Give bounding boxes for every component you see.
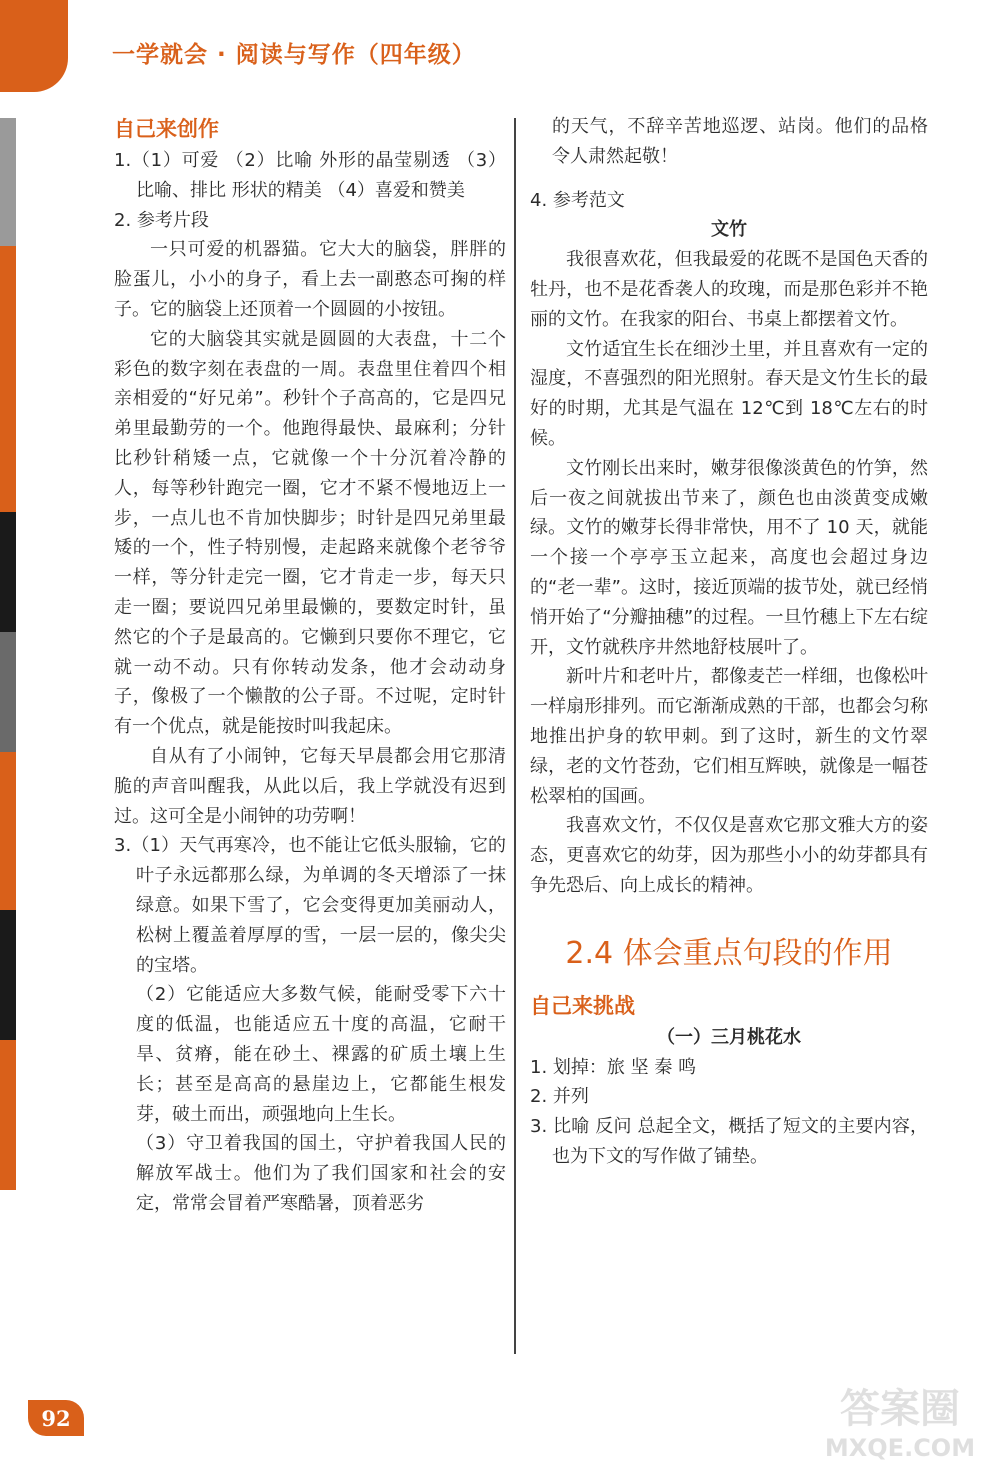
section-title: 自己来挑战 bbox=[530, 993, 635, 1018]
paragraph: 它的大脑袋其实就是圆圆的大表盘，十二个彩色的数字刻在表盘的一周。表盘里住着四个相亲相爱的“好兄弟”。秒针个子高高的，它是四兄弟里最勤劳的一个。他跑得最快、最麻利；分针比秒针稍矮一点，它就像一个十分沉着冷静的人，每等秒针跑完一圈，它才不紧不慢地迈上一步，一点儿也不肯加快脚步；时针是四兄弟里最矮的一个，性子特别慢，走起路来就像个老爷爷一样，等分针走完一圈，它才肯走一步，每天只走一圈；要说四兄弟里最懒的，要数定时针，虽然它的个子是最高的。它懒到只要你不理它，它就一动不动。只有你转动发条，他才会动动身子，像极了一个懒散的公子哥。不过呢，定时针有一个优点，就是能按时叫我起床。 bbox=[114, 328, 506, 738]
answer-3-3: （3）守卫着我国的国土，守护着我国人民的解放军战士。他们为了我们国家和社会的安定，常常会冒着严寒酷暑，顶着恶劣 bbox=[136, 1133, 506, 1214]
edge-bar bbox=[0, 246, 16, 512]
answer-4-label: 4. 参考范文 bbox=[530, 189, 625, 211]
essay-paragraph: 我喜欢文竹，不仅仅是喜欢它那文雅大方的姿态，更喜欢它的幼芽，因为那些小小的幼芽都具有争先恐后、向上成长的精神。 bbox=[530, 815, 928, 896]
essay-paragraph: 我很喜欢花，但我最爱的花既不是国色天香的牡丹，也不是花香袭人的玫瑰，而是那色彩并不艳丽的文竹。在我家的阳台、书桌上都摆着文竹。 bbox=[530, 249, 928, 330]
left-column bbox=[114, 112, 506, 1219]
right-column bbox=[530, 112, 928, 1172]
answer-3-2: （2）它能适应大多数气候，能耐受零下六十度的低温，也能适应五十度的高温，它耐干旱、贫瘠，能在砂土、裸露的矿质土壤上生长；甚至是高高的悬崖边上，它都能生根发芽，破土而出，顽强地向上生长。 bbox=[136, 984, 506, 1125]
essay-title: 文竹 bbox=[711, 219, 747, 241]
essay-paragraph: 文竹适宜生长在细沙土里，并且喜欢有一定的湿度，不喜强烈的阳光照射。春天是文竹生长的最好的时期，尤其是气温在 12℃到 18℃左右的时候。 bbox=[530, 338, 928, 449]
essay-paragraph: 新叶片和老叶片，都像麦芒一样细，也像松叶一样扇形排列。而它渐渐成熟的干部，也都会匀称地推出护身的软甲刺。到了这时，新生的文竹翠绿，老的文竹苍劲，它们相互辉映，就像是一幅苍松翠柏的国画。 bbox=[530, 666, 928, 807]
header-tab bbox=[0, 0, 68, 92]
edge-bar bbox=[0, 632, 16, 752]
watermark-text: 答案圈 bbox=[840, 1386, 960, 1432]
watermark-logo bbox=[815, 1378, 985, 1464]
edge-bar bbox=[0, 1040, 16, 1190]
running-header: 一学就会 · 阅读与写作（四年级） bbox=[112, 42, 476, 68]
paragraph: 一只可爱的机器猫。它大大的脑袋，胖胖的脸蛋儿，小小的身子，看上去一副憨态可掬的样子。它的脑袋上还顶着一个圆圆的小按钮。 bbox=[114, 239, 506, 320]
chapter-heading: 2.4 体会重点句段的作用 bbox=[565, 935, 893, 971]
edge-bar bbox=[0, 512, 16, 632]
answer-2-label: 2. 参考片段 bbox=[114, 209, 209, 231]
essay-paragraph: 文竹刚长出来时，嫩芽很像淡黄色的竹笋，然后一夜之间就拔出节来了，颜色也由淡黄变成嫩绿。文竹的嫩芽长得非常快，用不了 10 天，就能一个接一个亭亭玉立起来，高度也会超过身边的“老一辈”。这时，接近顶端的拔节处，就已经悄悄开始了“分瓣抽穗”的过程。一旦竹穗上下左右绽开，文竹就秩序井然地舒枝展叶了。 bbox=[530, 457, 928, 658]
edge-bar bbox=[0, 910, 16, 1040]
answer-1: 1. 划掉：旅 坚 秦 鸣 bbox=[530, 1056, 697, 1078]
edge-bar bbox=[0, 752, 16, 910]
answer-3: 3. 比喻 反问 总起全文，概括了短文的主要内容，也为下文的写作做了铺垫。 bbox=[530, 1116, 928, 1167]
watermark-url: MXQE.COM bbox=[824, 1434, 976, 1462]
answer-2: 2. 并列 bbox=[530, 1086, 589, 1108]
answer-1: 1.（1）可爱 （2）比喻 外形的晶莹剔透 （3）比喻、排比 形状的精美 （4）喜爱和赞美 bbox=[114, 150, 506, 201]
section-title: 自己来创作 bbox=[114, 117, 219, 141]
paragraph: 自从有了小闹钟，它每天早晨都会用它那清脆的声音叫醒我，从此以后，我上学就没有迟到过。这可全是小闹钟的功劳啊！ bbox=[114, 745, 506, 827]
answer-3-1: 3.（1）天气再寒冷，也不能让它低头服输，它的叶子永远都那么绿，为单调的冬天增添了一抹绿意。如果下雪了，它会变得更加美丽动人，松树上覆盖着厚厚的雪，一层一层的，像尖尖的宝塔。 bbox=[114, 835, 506, 976]
subsection-title: （一）三月桃花水 bbox=[657, 1026, 801, 1048]
column-divider bbox=[514, 118, 516, 1354]
edge-bar bbox=[0, 118, 16, 246]
answer-3-continued: 的天气，不辞辛苦地巡逻、站岗。他们的品格令人肃然起敬！ bbox=[552, 116, 928, 167]
page-number: 92 bbox=[28, 1400, 84, 1436]
